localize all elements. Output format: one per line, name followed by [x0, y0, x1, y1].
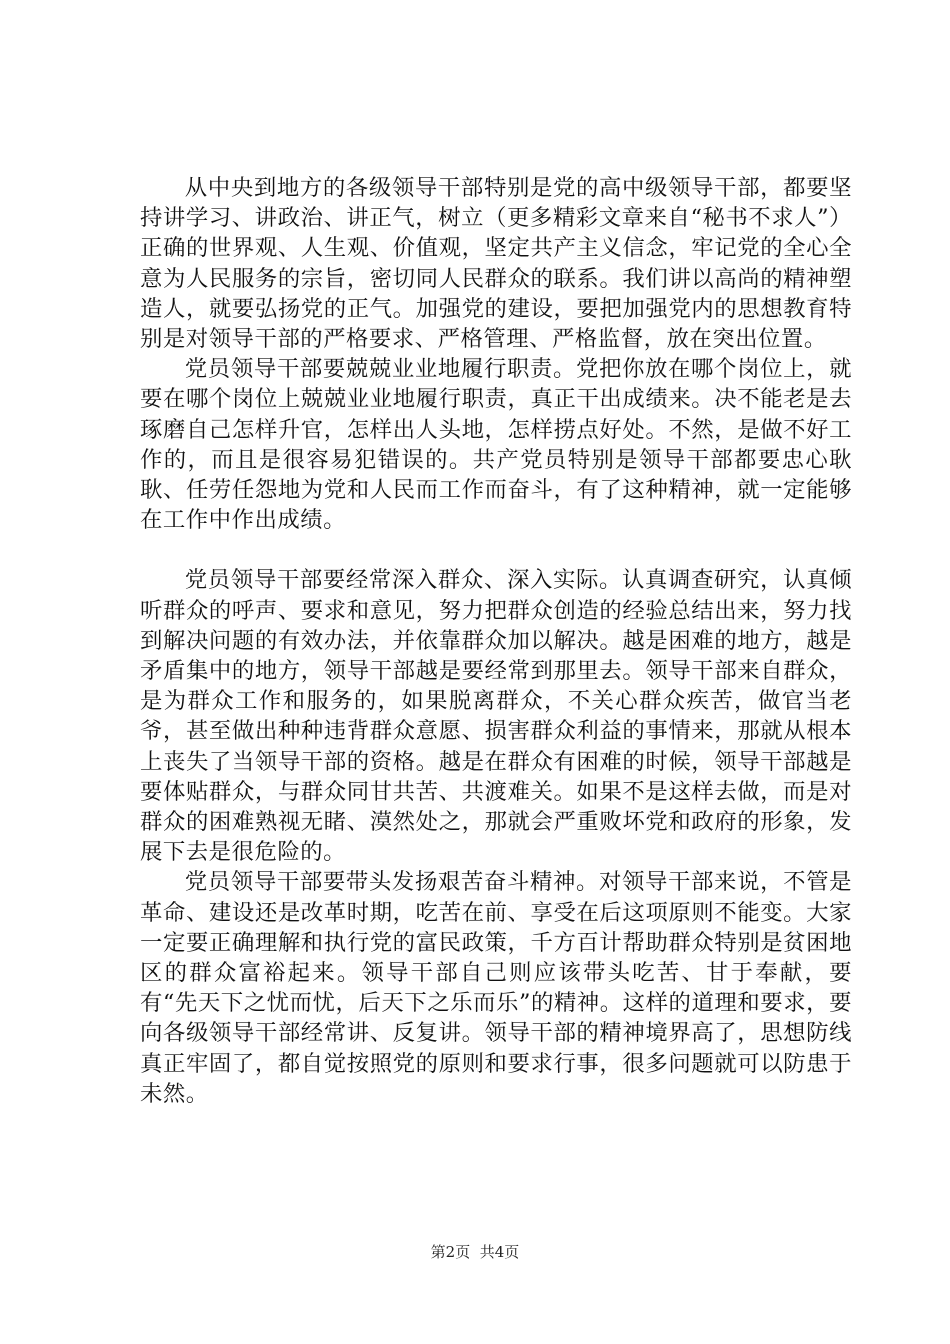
page-footer [0, 1242, 950, 1262]
footer-separator [470, 1243, 480, 1261]
page-number: 第2页 [430, 1243, 471, 1261]
document-body [140, 173, 852, 1109]
paragraph-2: 党员领导干部要兢兢业业地履行职责。党把你放在哪个岗位上，就要在哪个岗位上兢兢业业地履行职责，真正干出成绩来。决不能老是去琢磨自己怎样升官，怎样出人头地，怎样捞点好处。不然，是做不好工作的，而且是很容易犯错误的。共产党员特别是领导干部都要忠心耿耿、任劳任怨地为党和人民而工作而奋斗，有了这种精神，就一定能够在工作中作出成绩。 [140, 356, 852, 534]
page-total: 共4页 [479, 1243, 520, 1261]
paragraph-3: 党员领导干部要经常深入群众、深入实际。认真调查研究，认真倾听群众的呼声、要求和意见，努力把群众创造的经验总结出来，努力找到解决问题的有效办法，并依靠群众加以解决。越是困难的地方，越是矛盾集中的地方，领导干部越是要经常到那里去。领导干部来自群众，是为群众工作和服务的，如果脱离群众，不关心群众疾苦，做官当老爷，甚至做出种种违背群众意愿、损害群众利益的事情来，那就从根本上丧失了当领导干部的资格。越是在群众有困难的时候，领导干部越是要体贴群众，与群众同甘共苦、共渡难关。如果不是这样去做，而是对群众的困难熟视无睹、漠然处之，那就会严重败坏党和政府的形象，发展下去是很危险的。 [140, 567, 852, 866]
paragraph-4: 党员领导干部要带头发扬艰苦奋斗精神。对领导干部来说，不管是革命、建设还是改革时期，吃苦在前、享受在后这项原则不能变。大家一定要正确理解和执行党的富民政策，千方百计帮助群众特别是贫困地区的群众富裕起来。领导干部自己则应该带头吃苦、甘于奉献，要有“先天下之忧而忧，后天下之乐而乐”的精神。这样的道理和要求，要向各级领导干部经常讲、反复讲。领导干部的精神境界高了，思想防线真正牢固了，都自觉按照党的原则和要求行事，很多问题就可以防患于未然。 [140, 869, 852, 1107]
paragraph-1: 从中央到地方的各级领导干部特别是党的高中级领导干部，都要坚持讲学习、讲政治、讲正气，树立（更多精彩文章来自“秘书不求人”）正确的世界观、人生观、价值观，坚定共产主义信念，牢记党的全心全意为人民服务的宗旨，密切同人民群众的联系。我们讲以高尚的精神塑造人，就要弘扬党的正气。加强党的建设，要把加强党内的思想教育特别是对领导干部的严格要求、严格管理、严格监督，放在突出位置。 [140, 175, 852, 353]
